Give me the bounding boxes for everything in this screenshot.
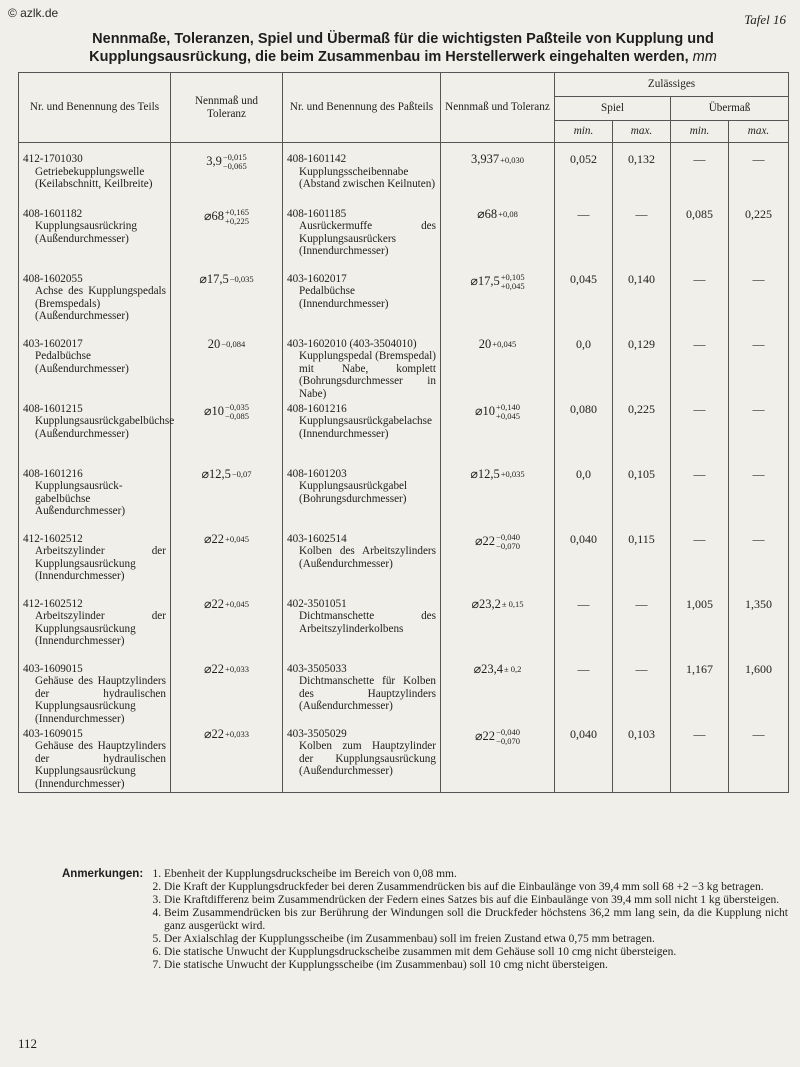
part-description: Dichtmanschette des Arbeitszylinderkolbens [299,610,436,635]
tolerance-cell [441,663,555,728]
value-smin: 0,040 [555,533,613,598]
part-number: 403-1602017 [23,337,83,350]
part-cell [283,728,441,793]
tolerance-cell [441,273,555,338]
header-clearance-max: max. [613,121,671,143]
value-umax: 0,225 [729,208,789,273]
table-row [19,208,789,273]
upper-deviation: −0,040 [496,726,520,737]
tolerance-deviation [496,403,520,421]
part-description: Kupplungsausrückgabelbüchse (Außendurchmesser) [35,415,175,440]
value-umax: 1,350 [729,598,789,663]
tolerance-base: ⌀10 [204,403,225,418]
notes-list [62,868,788,972]
value-umax: 1,600 [729,663,789,728]
tolerance-base: ⌀17,5 [470,273,500,288]
value-smax: 0,103 [613,728,671,793]
tolerance-cell [441,533,555,598]
tolerance-base: ⌀22 [204,531,225,546]
tolerance-cell [441,598,555,663]
upper-deviation: +0,045 [225,599,249,610]
part-cell [19,663,171,728]
part-number: 403-1602010 (403-3504010) [287,337,417,350]
tolerance-deviation [500,156,524,165]
part-cell [19,338,171,403]
value-smax: 0,225 [613,403,671,468]
lower-deviation: +0,045 [496,410,520,421]
part-cell [19,468,171,533]
tolerance-deviation [223,153,247,171]
part-number: 403-1602017 [287,272,347,285]
upper-deviation: ± 0,2 [503,664,522,675]
part-number: 408-1601182 [23,207,83,220]
value-smax: — [613,598,671,663]
table-row [19,143,789,208]
tolerance-deviation [221,340,245,349]
value-smin: 0,0 [555,338,613,403]
tolerance-base: ⌀68 [204,208,225,223]
part-cell [19,143,171,208]
value-umin: 1,005 [671,598,729,663]
tolerance-cell [171,533,283,598]
tolerance-table [18,72,789,793]
tolerance-cell [171,728,283,793]
tolerance-cell [171,208,283,273]
part-cell [19,402,175,468]
header-nominal-2: Nennmaß und Toleranz [441,73,555,143]
upper-deviation: +0,105 [500,271,525,282]
tolerance-cell [171,273,283,338]
part-cell [19,728,171,793]
part-cell [283,533,441,598]
value-smax: 0,132 [613,143,671,208]
part-description: Gehäuse des Hauptzylinders der hydraulischen Kupplungsausrückung (Innendurchmesser) [35,675,166,725]
note-item: 2. Die Kraft der Kupplungsdruckfeder bei deren Zusammendrücken bis auf die Einbaulänge von 39,4 mm soll 68 +2 −3 kg betragen. [164,881,788,894]
tolerance-deviation [225,403,249,421]
value-smax: — [613,663,671,728]
table-row [19,598,789,663]
tolerance-cell [441,143,555,208]
part-number: 403-3505033 [287,662,347,675]
upper-deviation: ± 0,15 [501,599,524,610]
part-description: Kupplungsausrückring (Außendurchmesser) [35,220,137,245]
part-number: 403-1609015 [23,727,83,740]
part-cell [283,208,441,273]
value-umax: — [729,403,789,468]
note-item: 6. Die statische Unwucht der Kupplungsdruckscheibe zusammen mit dem Gehäuse soll 10 cmg nicht übersteigen. [164,946,788,959]
upper-deviation: +0,165 [225,206,249,217]
upper-deviation: +0,045 [225,534,249,545]
value-smax: 0,115 [613,533,671,598]
lower-deviation: −0,070 [496,540,520,551]
note-item: 5. Der Axialschlag der Kupplungsscheibe (im Zusammenbau) soll im freien Zustand etwa 0,75 mm betragen. [164,933,788,946]
table-number: Tafel 16 [744,12,786,27]
part-description: Ausrückermuffe des Kupplungsausrückers (Innendurchmesser) [299,220,436,257]
value-umin: 0,085 [671,208,729,273]
page-number: 112 [18,1036,38,1051]
value-smin: — [555,663,613,728]
part-description: Kupplungsscheibennabe (Abstand zwischen Keilnuten) [299,165,436,190]
title-unit: mm [692,49,717,65]
part-number: 408-1601216 [23,467,83,480]
lower-deviation: −0,084 [221,339,246,350]
tolerance-cell [171,143,283,208]
value-umin: — [671,403,729,468]
tolerance-base: ⌀22 [204,596,225,611]
watermark: © azlk.de [8,6,59,20]
value-smin: — [555,208,613,273]
value-smin: 0,045 [555,273,613,338]
value-umin: — [671,728,729,793]
tolerance-base: ⌀22 [475,728,496,743]
table-row [19,273,789,338]
header-mating-part: Nr. und Benennung des Paßteils [283,73,441,143]
value-smax: 0,140 [613,273,671,338]
part-cell [19,598,171,663]
table-row [19,728,789,793]
part-description: Kolben des Arbeitszylinders (Außendurchmesser) [299,545,436,570]
part-number: 412-1602512 [23,532,83,545]
tolerance-cell [441,403,555,468]
part-cell [283,273,441,338]
notes-label: Anmerkungen: [62,868,144,880]
tolerance-cell [171,468,283,533]
part-description: Getriebekupplungswelle (Keilabschnitt, Keilbreite) [35,165,153,190]
part-number: 408-1601215 [23,402,83,415]
tolerance-base: ⌀22 [475,533,496,548]
tolerance-base: 3,937 [470,152,500,166]
upper-deviation: −0,035 [225,401,249,412]
tolerance-deviation [498,210,518,219]
tolerance-base: ⌀22 [204,726,225,741]
header-interference: Übermaß [671,97,789,121]
value-umax: — [729,728,789,793]
upper-deviation: +0,045 [492,339,517,350]
tolerance-base: ⌀12,5 [470,466,500,481]
header-clearance: Spiel [555,97,671,121]
tolerance-cell [441,728,555,793]
notes [62,868,788,972]
header-clearance-min: min. [555,121,613,143]
part-number: 408-1601203 [287,467,347,480]
part-cell [283,598,441,663]
part-cell [283,338,441,403]
value-umin: — [671,533,729,598]
part-number: 408-1601185 [287,207,347,220]
header-part: Nr. und Benennung des Teils [19,73,171,143]
table-row [19,403,789,468]
value-smin: — [555,598,613,663]
value-umax: — [729,338,789,403]
table-row [19,468,789,533]
tolerance-deviation [232,470,252,479]
value-umax: — [729,143,789,208]
note-item: 7. Die statische Unwucht der Kupplungsscheibe (im Zusammenbau) soll 10 cmg nicht übersteigen. [164,959,788,972]
value-umax: — [729,533,789,598]
table-row [19,533,789,598]
value-umin: — [671,273,729,338]
part-description: Dichtmanschette für Kolben des Hauptzylinders (Außendurchmesser) [299,675,436,712]
tolerance-base: 20 [478,336,492,351]
part-description: Gehäuse des Hauptzylinders der hydraulischen Kupplungsausrückung (Innendurchmesser) [35,740,166,790]
tolerance-deviation [496,728,520,746]
header-allowed: Zulässiges [555,73,789,97]
tolerance-base: ⌀12,5 [201,466,231,481]
part-description: Arbeitszylinder der Kupplungsausrückung (Innendurchmesser) [35,610,166,647]
value-umin: — [671,338,729,403]
part-cell [283,143,441,208]
part-cell [283,468,441,533]
value-smax: 0,105 [613,468,671,533]
part-cell [19,273,171,338]
tolerance-base: ⌀17,5 [199,271,229,286]
lower-deviation: −0,065 [222,161,247,171]
tolerance-deviation [501,470,525,479]
value-smax: 0,129 [613,338,671,403]
part-cell [283,663,441,728]
lower-deviation: −0,085 [225,410,249,421]
note-item: 3. Die Kraftdifferenz beim Zusammendrücken der Federn eines Satzes bis auf die Einbaulänge von 39,4 mm soll nicht 1 kg übersteigen. [164,894,788,907]
part-description: Kupplungsausrück-gabelbüchse Außendurchmesser) [35,480,126,517]
upper-deviation: +0,033 [225,729,249,740]
part-number: 412-1602512 [23,597,83,610]
header-interference-min: min. [671,121,729,143]
tolerance-deviation [225,730,249,739]
tolerance-cell [171,338,283,403]
tolerance-base: ⌀23,2 [471,596,501,611]
note-item: 1. Ebenheit der Kupplungsdruckscheibe im Bereich von 0,08 mm. [164,868,788,881]
tolerance-base: ⌀10 [475,403,496,418]
lower-deviation: −0,07 [231,469,252,480]
value-smax: — [613,208,671,273]
tolerance-deviation [504,665,521,674]
part-number: 408-1601142 [287,153,347,165]
tolerance-deviation [492,340,516,349]
tolerance-deviation [501,273,525,291]
tolerance-base: 3,9 [206,153,222,168]
part-description: Kupplungspedal (Bremspedal) mit Nabe, komplett (Bohrungsdurchmesser in Nabe) [299,350,437,400]
tolerance-cell [171,403,283,468]
tolerance-deviation [496,533,520,551]
tolerance-base: ⌀23,4 [473,661,503,676]
tolerance-base: 20 [207,336,221,351]
lower-deviation: −0,035 [229,274,254,285]
part-cell [283,403,441,468]
tolerance-cell [441,208,555,273]
tolerance-base: ⌀22 [204,661,225,676]
upper-deviation: −0,040 [496,531,520,542]
upper-deviation: +0,08 [498,209,518,220]
value-umax: — [729,468,789,533]
upper-deviation: −0,015 [222,152,247,162]
tolerance-deviation [230,275,254,284]
lower-deviation: +0,045 [500,280,525,291]
value-umin: 1,167 [671,663,729,728]
value-smin: 0,080 [555,403,613,468]
part-number: 412-1701030 [23,153,83,165]
value-umax: — [729,273,789,338]
part-number: 403-1602514 [287,532,347,545]
upper-deviation: +0,140 [496,401,520,412]
table-row [19,338,789,403]
value-smin: 0,040 [555,728,613,793]
title-text: Nennmaße, Toleranzen, Spiel und Übermaß für die wichtigsten Paßteile von Kupplung und Kupplungsausrückung, die beim Zusammenbau im Herstellerwerk eingehalten werden, [89,31,714,65]
part-description: Kolben zum Hauptzylinder der Kupplungsausrückung (Außendurchmesser) [299,740,436,777]
tolerance-cell [441,338,555,403]
header-nominal-1: Nennmaß und Toleranz [171,73,283,143]
value-umin: — [671,468,729,533]
part-description: Arbeitszylinder der Kupplungsausrückung (Innendurchmesser) [35,545,166,582]
value-umin: — [671,143,729,208]
part-number: 408-1601216 [287,402,347,415]
tolerance-deviation [502,600,524,609]
tolerance-deviation [225,535,249,544]
part-cell [19,208,171,273]
page-title [20,30,786,66]
tolerance-deviation [225,665,249,674]
value-smin: 0,052 [555,143,613,208]
lower-deviation: +0,225 [225,215,249,226]
tolerance-cell [171,598,283,663]
part-number: 408-1602055 [23,272,83,285]
note-item: 4. Beim Zusammendrücken bis zur Berührung der Windungen soll die Druckfeder höchstens 36,2 mm lang sein, da die Kupplung nicht ganz ausgerückt wird. [164,907,788,933]
part-description: Kupplungsausrückgabel (Bohrungsdurchmesser) [299,480,408,505]
tolerance-deviation [225,208,249,226]
table-row [19,663,789,728]
part-description: Pedalbüchse (Innendurchmesser) [299,285,389,310]
part-number: 403-1609015 [23,662,83,675]
header-interference-max: max. [729,121,789,143]
part-description: Kupplungsausrückgabelachse (Innendurchmesser) [299,415,432,440]
tolerance-base: ⌀68 [477,206,498,221]
lower-deviation: −0,070 [496,735,520,746]
tolerance-deviation [225,600,249,609]
part-description: Achse des Kupplungspedals (Bremspedals) (Außendurchmesser) [35,285,166,322]
upper-deviation: +0,033 [225,664,249,675]
tolerance-cell [441,468,555,533]
upper-deviation: +0,035 [500,469,525,480]
part-number: 402-3501051 [287,597,347,610]
part-cell [19,533,171,598]
part-description: Pedalbüchse (Außendurchmesser) [35,350,129,375]
value-smin: 0,0 [555,468,613,533]
part-number: 403-3505029 [287,727,347,740]
upper-deviation: +0,030 [500,154,525,165]
tolerance-cell [171,663,283,728]
